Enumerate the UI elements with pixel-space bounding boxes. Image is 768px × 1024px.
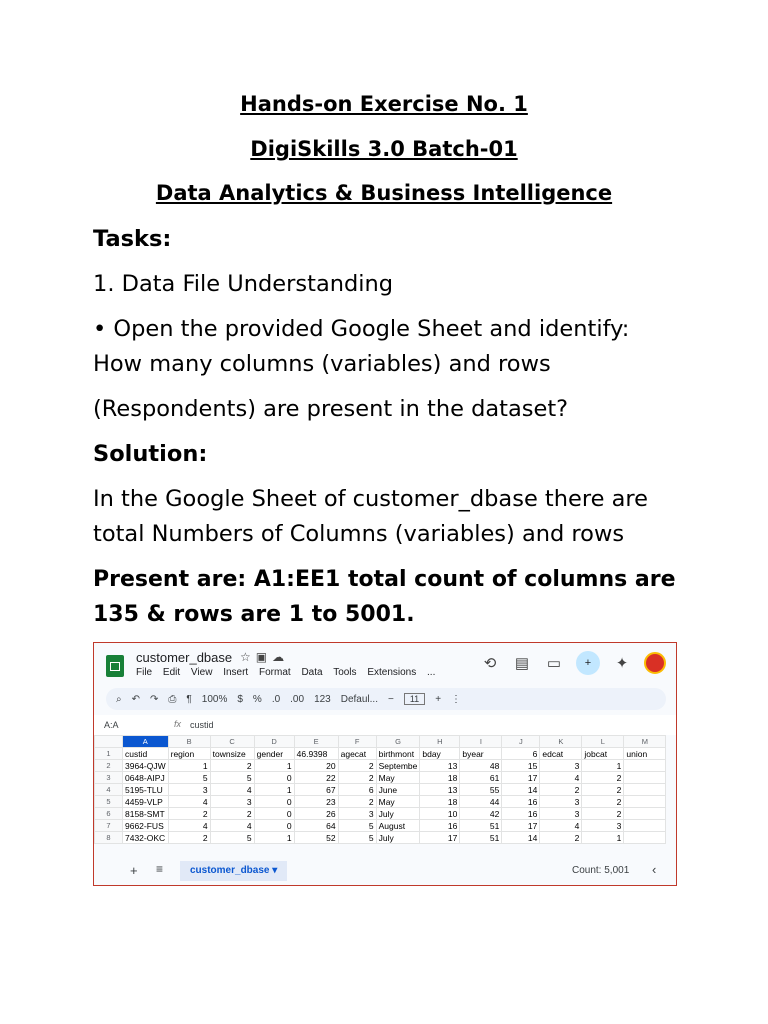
table-cell[interactable]: 1 <box>582 760 624 772</box>
solution-heading: Solution: <box>93 441 208 467</box>
sheet-grid <box>94 735 666 844</box>
more-options-icon[interactable]: ⋮ <box>451 693 462 705</box>
percent-button[interactable]: % <box>252 693 262 705</box>
table-cell[interactable] <box>624 760 666 772</box>
zoom-select[interactable]: 100% <box>201 693 228 705</box>
row-number[interactable]: 1 <box>95 748 123 760</box>
row-number[interactable]: 6 <box>95 808 123 820</box>
row-number[interactable]: 4 <box>95 784 123 796</box>
sheets-header <box>94 643 676 685</box>
table-row <box>95 748 666 760</box>
search-icon[interactable]: ⌕ <box>116 693 122 705</box>
undo-icon[interactable]: ↶ <box>131 693 140 705</box>
solution-line-2: total Numbers of Columns (variables) and rows <box>93 521 625 547</box>
name-box[interactable]: A:A <box>104 720 119 730</box>
menu-insert[interactable]: Insert <box>223 667 249 678</box>
print-icon[interactable]: ⎙ <box>168 693 177 705</box>
table-cell[interactable]: 4 <box>540 772 582 784</box>
menu-format[interactable]: Format <box>259 667 291 678</box>
row-number[interactable]: 3 <box>95 772 123 784</box>
table-cell[interactable]: jobcat <box>582 748 624 760</box>
table-cell[interactable]: 16 <box>420 820 460 832</box>
formula-input[interactable]: custid <box>190 720 214 730</box>
table-cell[interactable]: 3 <box>540 760 582 772</box>
table-cell[interactable] <box>624 832 666 844</box>
number-format-button[interactable]: 123 <box>314 693 331 705</box>
column-header[interactable]: A <box>123 736 169 748</box>
table-cell[interactable]: 26 <box>294 808 338 820</box>
table-cell[interactable]: 4 <box>210 784 254 796</box>
table-cell[interactable]: 17 <box>502 772 540 784</box>
table-cell[interactable]: byear <box>460 748 502 760</box>
course-title: Data Analytics & Business Intelligence <box>155 181 613 205</box>
table-cell[interactable]: June <box>376 784 420 796</box>
table-cell[interactable]: 4459-VLP <box>123 796 169 808</box>
table-cell[interactable]: May <box>376 772 420 784</box>
table-cell[interactable]: 4 <box>168 820 210 832</box>
column-header[interactable]: I <box>460 736 502 748</box>
chevron-left-icon[interactable]: ‹ <box>652 862 657 877</box>
share-icon[interactable]: + <box>576 651 600 675</box>
title-icons <box>240 650 289 664</box>
all-sheets-icon[interactable]: ≡ <box>156 862 164 876</box>
table-cell[interactable]: 2 <box>540 832 582 844</box>
table-cell[interactable]: 7432-OKC <box>123 832 169 844</box>
table-cell[interactable] <box>624 784 666 796</box>
table-cell[interactable]: 61 <box>460 772 502 784</box>
task-bullet-line-2: How many columns (variables) and rows <box>93 351 551 377</box>
table-cell[interactable]: 2 <box>210 808 254 820</box>
table-cell[interactable]: custid <box>123 748 169 760</box>
table-cell[interactable]: 44 <box>460 796 502 808</box>
table-cell[interactable]: 14 <box>502 784 540 796</box>
table-cell[interactable]: 5 <box>338 832 376 844</box>
column-header[interactable]: E <box>294 736 338 748</box>
table-cell[interactable]: 5195-TLU <box>123 784 169 796</box>
table-cell[interactable]: 20 <box>294 760 338 772</box>
star-icon[interactable]: ☆ <box>240 650 256 664</box>
folder-icon[interactable]: ▣ <box>255 650 273 664</box>
answer-line-2: 135 & rows are 1 to 5001. <box>93 602 415 627</box>
column-header[interactable]: J <box>502 736 540 748</box>
font-size-decrease-icon[interactable]: − <box>388 693 394 705</box>
table-cell[interactable]: July <box>376 808 420 820</box>
answer-line-1: Present are: A1:EE1 total count of columns are <box>93 567 676 592</box>
table-row <box>95 784 666 796</box>
table-cell[interactable]: 2 <box>582 784 624 796</box>
table-cell[interactable]: 1 <box>168 760 210 772</box>
table-cell[interactable] <box>624 808 666 820</box>
table-cell[interactable]: birthmont <box>376 748 420 760</box>
task-bullet-line-1: • Open the provided Google Sheet and identify: <box>93 316 630 342</box>
font-size-increase-icon[interactable]: + <box>435 693 442 705</box>
table-cell[interactable] <box>624 820 666 832</box>
table-cell[interactable]: 2 <box>582 796 624 808</box>
row-number[interactable]: 2 <box>95 760 123 772</box>
fx-icon: fx <box>174 719 182 729</box>
column-header[interactable]: B <box>168 736 210 748</box>
column-header[interactable]: G <box>376 736 420 748</box>
table-cell[interactable]: 5 <box>210 772 254 784</box>
table-cell[interactable]: 8158-SMT <box>123 808 169 820</box>
table-cell[interactable]: 17 <box>502 820 540 832</box>
table-cell[interactable]: gender <box>254 748 294 760</box>
table-cell[interactable]: 2 <box>210 760 254 772</box>
column-header[interactable]: D <box>254 736 294 748</box>
table-cell[interactable]: 3964-QJW <box>123 760 169 772</box>
table-cell[interactable]: 3 <box>338 808 376 820</box>
tasks-heading: Tasks: <box>93 226 172 252</box>
column-header[interactable]: C <box>210 736 254 748</box>
table-cell[interactable] <box>624 796 666 808</box>
table-cell[interactable]: 52 <box>294 832 338 844</box>
table-row <box>95 832 666 844</box>
table-cell[interactable]: 3 <box>540 796 582 808</box>
table-cell[interactable]: 2 <box>540 784 582 796</box>
table-row <box>95 760 666 772</box>
table-cell[interactable]: 2 <box>338 772 376 784</box>
spreadsheet-screenshot <box>93 642 677 886</box>
column-header[interactable]: F <box>338 736 376 748</box>
table-cell[interactable]: 51 <box>460 832 502 844</box>
add-sheet-icon[interactable]: + <box>130 863 138 878</box>
table-cell[interactable]: 9662-FUS <box>123 820 169 832</box>
table-cell[interactable]: 5 <box>210 832 254 844</box>
paint-format-icon[interactable]: ¶ <box>186 693 192 705</box>
table-cell[interactable]: 5 <box>338 820 376 832</box>
comment-icon[interactable]: ▤ <box>514 655 530 672</box>
table-cell[interactable]: 0 <box>254 820 294 832</box>
decrease-decimal-button[interactable]: .0 <box>271 693 281 705</box>
table-cell[interactable]: 10 <box>420 808 460 820</box>
table-cell[interactable]: 16 <box>502 808 540 820</box>
table-cell[interactable]: 0648-AIPJ <box>123 772 169 784</box>
menu-extensions[interactable]: Extensions <box>367 667 417 678</box>
table-cell[interactable]: August <box>376 820 420 832</box>
row-number[interactable]: 5 <box>95 796 123 808</box>
row-number[interactable]: 8 <box>95 832 123 844</box>
table-cell[interactable]: 13 <box>420 760 460 772</box>
table-row <box>95 808 666 820</box>
document-name[interactable]: customer_dbase <box>136 650 233 665</box>
column-header[interactable]: H <box>420 736 460 748</box>
header-actions <box>480 651 666 675</box>
table-row <box>95 796 666 808</box>
table-cell[interactable]: 18 <box>420 796 460 808</box>
table-cell[interactable]: 0 <box>254 772 294 784</box>
table-cell[interactable]: 4 <box>168 796 210 808</box>
table-cell[interactable]: 51 <box>460 820 502 832</box>
table-cell[interactable]: 42 <box>460 808 502 820</box>
table-cell[interactable] <box>624 772 666 784</box>
table-row <box>95 772 666 784</box>
table-cell[interactable]: 15 <box>502 760 540 772</box>
table-cell[interactable]: 55 <box>460 784 502 796</box>
menu-view[interactable]: View <box>190 667 213 678</box>
table-cell[interactable]: 67 <box>294 784 338 796</box>
table-cell[interactable]: 2 <box>582 808 624 820</box>
table-cell[interactable]: region <box>168 748 210 760</box>
sheets-logo-icon <box>106 655 124 677</box>
table-cell[interactable]: 0 <box>254 808 294 820</box>
grid-corner[interactable] <box>95 736 123 748</box>
table-cell[interactable]: 46.9398 <box>294 748 338 760</box>
font-size-input[interactable]: 11 <box>404 693 425 705</box>
cloud-icon: ☁ <box>272 650 290 664</box>
avatar[interactable] <box>644 652 666 674</box>
table-cell[interactable]: 17 <box>420 832 460 844</box>
table-cell[interactable]: 2 <box>338 760 376 772</box>
task-bullet-line-3: (Respondents) are present in the dataset? <box>93 396 569 422</box>
selection-count[interactable]: Count: 5,001 <box>572 865 630 876</box>
table-cell[interactable]: bday <box>420 748 460 760</box>
row-number[interactable]: 7 <box>95 820 123 832</box>
solution-line-1: In the Google Sheet of customer_dbase there are <box>93 486 648 512</box>
table-cell[interactable]: 3 <box>582 820 624 832</box>
history-icon[interactable]: ⟲ <box>483 655 497 672</box>
menu-tools[interactable]: Tools <box>333 667 357 678</box>
table-cell[interactable]: July <box>376 832 420 844</box>
table-cell[interactable]: 2 <box>168 832 210 844</box>
table-cell[interactable]: 3 <box>540 808 582 820</box>
table-cell[interactable]: May <box>376 796 420 808</box>
table-cell[interactable]: edcat <box>540 748 582 760</box>
column-header[interactable]: L <box>582 736 624 748</box>
toolbar <box>106 688 666 710</box>
table-cell[interactable]: 3 <box>168 784 210 796</box>
table-cell[interactable]: 6 <box>338 784 376 796</box>
table-cell[interactable]: 13 <box>420 784 460 796</box>
column-header[interactable]: M <box>624 736 666 748</box>
table-cell[interactable]: 16 <box>502 796 540 808</box>
batch-title: DigiSkills 3.0 Batch-01 <box>250 137 518 161</box>
table-cell[interactable]: 64 <box>294 820 338 832</box>
table-cell[interactable]: 1 <box>582 832 624 844</box>
column-header[interactable]: K <box>540 736 582 748</box>
menu-data[interactable]: Data <box>301 667 323 678</box>
exercise-title: Hands-on Exercise No. 1 <box>240 92 528 116</box>
menu-more[interactable]: ... <box>427 667 436 678</box>
gemini-icon[interactable]: ✦ <box>615 655 629 672</box>
table-cell[interactable]: 18 <box>420 772 460 784</box>
menu-bar <box>136 667 443 678</box>
table-cell[interactable]: 5 <box>168 772 210 784</box>
table-cell[interactable]: union <box>624 748 666 760</box>
table-cell[interactable]: 1 <box>254 760 294 772</box>
table-cell[interactable]: 14 <box>502 832 540 844</box>
table-cell[interactable]: 48 <box>460 760 502 772</box>
task-item-1: 1. Data File Understanding <box>93 271 394 297</box>
table-cell[interactable]: 6 <box>502 748 540 760</box>
table-cell[interactable]: 2 <box>168 808 210 820</box>
currency-button[interactable]: $ <box>237 693 243 705</box>
sheet-tab[interactable]: customer_dbase ▾ <box>180 861 287 881</box>
table-cell[interactable]: 1 <box>254 784 294 796</box>
table-cell[interactable]: agecat <box>338 748 376 760</box>
table-row <box>95 820 666 832</box>
table-cell[interactable]: 0 <box>254 796 294 808</box>
menu-file[interactable]: File <box>136 667 153 678</box>
table-cell[interactable]: 3 <box>210 796 254 808</box>
table-cell[interactable]: 4 <box>210 820 254 832</box>
table-cell[interactable]: Septembe <box>376 760 420 772</box>
table-cell[interactable]: 2 <box>582 772 624 784</box>
table-cell[interactable]: 2 <box>338 796 376 808</box>
increase-decimal-button[interactable]: .00 <box>290 693 305 705</box>
formula-bar <box>94 715 676 735</box>
table-cell[interactable]: 4 <box>540 820 582 832</box>
table-cell[interactable]: townsize <box>210 748 254 760</box>
font-select[interactable]: Defaul... <box>340 693 378 705</box>
table-cell[interactable]: 1 <box>254 832 294 844</box>
table-cell[interactable]: 23 <box>294 796 338 808</box>
sheet-tabs-bar <box>94 857 676 885</box>
menu-edit[interactable]: Edit <box>162 667 181 678</box>
meet-icon[interactable]: ▭ <box>546 655 562 672</box>
redo-icon[interactable]: ↷ <box>150 693 159 705</box>
table-cell[interactable]: 22 <box>294 772 338 784</box>
